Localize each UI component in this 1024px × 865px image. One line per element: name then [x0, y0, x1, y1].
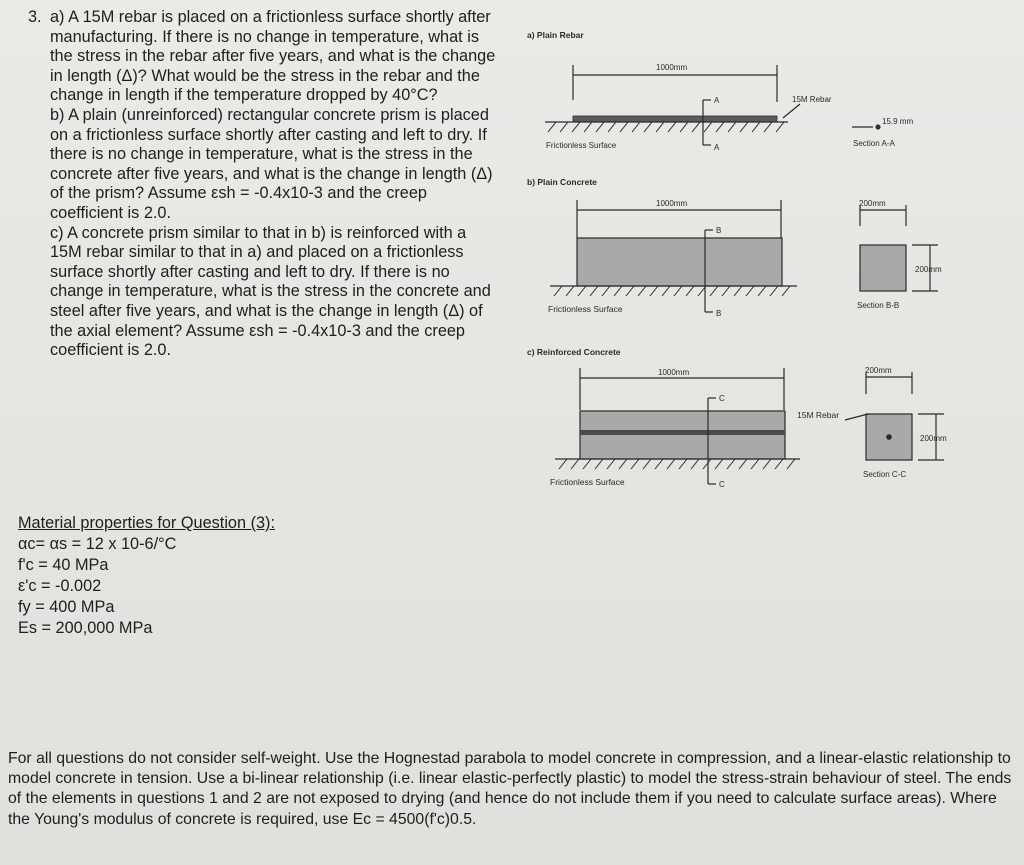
question-part-b: b) A plain (unreinforced) rectangular concrete prism is placed on a frictionless surface shortly after casting and left to dry. If there is no change in temperature, what is the stress in the concrete after five years, and what is the change in length (Δ) of the prism? Assume εsh = -0.4x10-3 and the creep coefficient is 2.0.: [50, 105, 493, 222]
diagram-c-section-label: Section C-C: [863, 470, 907, 479]
diagram-a-rebar: [573, 116, 777, 122]
diagram-c-length: 1000mm: [658, 368, 690, 377]
diagram-b-section-width: 200mm: [859, 199, 886, 208]
diagram-a-cut-label-top: A: [714, 96, 720, 105]
diagram-c-rebar-label: 15M Rebar: [797, 410, 840, 420]
diagram-c-rebar: [580, 430, 785, 435]
diagram-a-title: a) Plain Rebar: [527, 30, 584, 40]
fc-line: f'c = 40 MPa: [18, 556, 109, 574]
diagram-c-section-bar: [886, 434, 892, 440]
diagram-a-section-label: Section A-A: [853, 139, 895, 148]
diagram-a-rebar-leader: [783, 104, 800, 118]
question-number: 3.: [28, 8, 42, 26]
diagram-b-surface-label: Frictionless Surface: [548, 304, 623, 314]
diagram-b-cut-label-bottom: B: [716, 309, 722, 318]
alpha-line: αc= αs = 12 x 10-6/°C: [18, 535, 177, 553]
diagram-c-cut-label-top: C: [719, 394, 725, 403]
fy-line: fy = 400 MPa: [18, 598, 115, 616]
question-part-a: a) A 15M rebar is placed on a frictionless surface shortly after manufacturing. If there is no change in temperature, what is the stress in the rebar after five years, and what is the change in length (Δ)? What would be the stress in the rebar and the change in length if the temperature dropped by 40°C?: [50, 8, 496, 105]
diagram-c-cut-label-bottom: C: [719, 480, 725, 489]
diagram-c-hatching: [559, 459, 795, 469]
diagram-a-length: 1000mm: [656, 63, 688, 72]
diagram-b-prism: [577, 238, 782, 286]
diagram-b-length: 1000mm: [656, 199, 688, 208]
diagram-b-cut-label-top: B: [716, 226, 722, 235]
diagram-a-hatching: [548, 122, 784, 132]
diagram-a-surface-label: Frictionless Surface: [546, 141, 617, 150]
diagram-c-title: c) Reinforced Concrete: [527, 347, 621, 357]
ec-line: ε'c = -0.002: [18, 577, 102, 595]
diagram-c-section-width: 200mm: [865, 366, 892, 375]
diagram-a-diameter: 15.9 mm: [882, 117, 914, 126]
diagram-c-surface-label: Frictionless Surface: [550, 477, 625, 487]
diagram-b-section-label: Section B-B: [857, 301, 900, 310]
material-properties-title: Material properties for Question (3):: [18, 514, 275, 532]
diagram-b-title: b) Plain Concrete: [527, 177, 597, 187]
question-part-c: c) A concrete prism similar to that in b) is reinforced with a 15M rebar similar to that in a) and placed on a frictionless surface shortly after casting and left to dry. If there is no change in temperature, what is the stress in the concrete and steel after five years, and what is the change in length (Δ) of the axial element? Assume εsh = -0.4x10-3 and the creep coefficient is 2.0.: [50, 223, 491, 360]
es-line: Es = 200,000 MPa: [18, 619, 153, 637]
footer-note: For all questions do not consider self-weight. Use the Hognestad parabola to model concrete in compression, and a linear-elastic relationship to model concrete in tension. Use a bi-linear relationship (i.e. linear elastic-perfectly plastic) to model the stress-strain behaviour of steel. The ends of the elements in questions 1 and 2 are not exposed to drying (and hence do not include them if you need to calculate surface areas). Where the Young's modulus of concrete is required, use Ec = 4500(f'c)0.5.: [8, 750, 1012, 828]
diagram-a-section-bar: [875, 124, 880, 129]
diagram-b-hatching: [554, 286, 790, 296]
diagram-b-section-square: [860, 245, 906, 291]
diagram-a-cut-label-bottom: A: [714, 143, 720, 152]
diagram-c-section-height: 200mm: [920, 434, 947, 443]
diagram-c-rebar-leader: [845, 414, 868, 420]
diagram-a-rebar-label: 15M Rebar: [792, 95, 832, 104]
diagram-b-section-height: 200mm: [915, 265, 942, 274]
